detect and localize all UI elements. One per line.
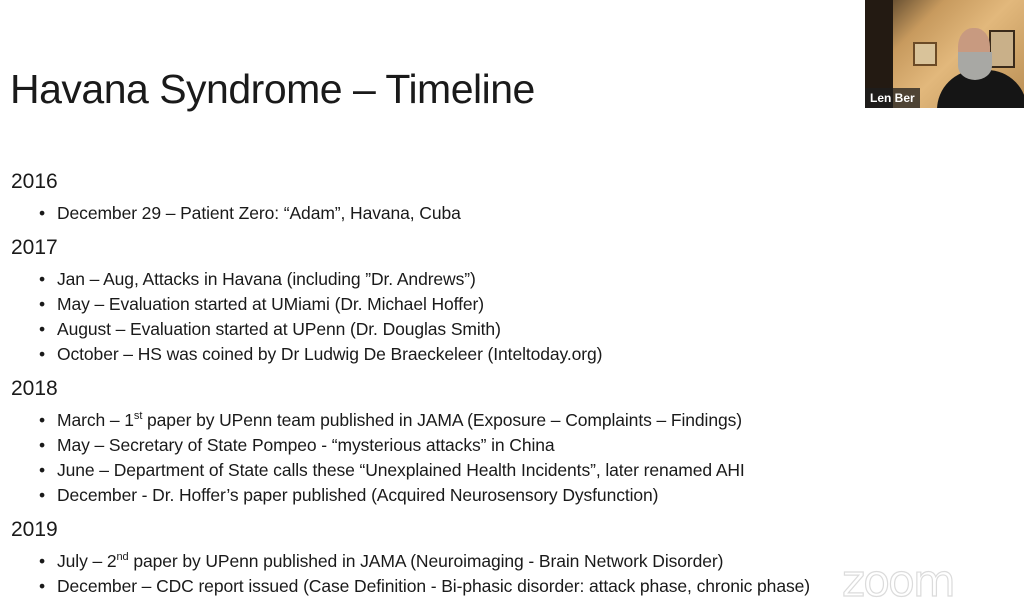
timeline [11, 168, 1011, 599]
participant-beard [958, 52, 992, 80]
item-text: March – 1 [57, 410, 134, 430]
list-item: • December - Dr. Hoffer’s paper published (Acquired Neurosensory Dysfunction) [11, 483, 1011, 516]
year-heading: 2019 [11, 518, 58, 541]
list-item: • December 29 – Patient Zero: “Adam”, Havana, Cuba [11, 201, 1011, 234]
year-heading: 2016 [11, 170, 58, 193]
item-text: paper by UPenn team published in JAMA (Exposure – Complaints – Findings) [142, 410, 742, 430]
list-item: • May – Secretary of State Pompeo - “mysterious attacks” in China [11, 433, 1011, 458]
year-heading: 2018 [11, 377, 58, 400]
list-item: • May – Evaluation started at UMiami (Dr. Michael Hoffer) [11, 292, 1011, 317]
participant-video-tile[interactable] [865, 0, 1024, 108]
slide-title: Havana Syndrome – Timeline [10, 66, 535, 112]
item-text: paper by UPenn published in JAMA (Neuroimaging - Brain Network Disorder) [128, 551, 724, 571]
superscript: st [133, 410, 143, 423]
participant-name-label: Len Ber [865, 88, 920, 108]
wall-picture [989, 30, 1015, 68]
year-heading: 2017 [11, 236, 58, 259]
list-item [11, 408, 1011, 433]
list-item: • December – CDC report issued (Case Definition - Bi-phasic disorder: attack phase, chronic phase) [11, 574, 1011, 599]
list-item: • Jan – Aug, Attacks in Havana (including ”Dr. Andrews”) [11, 267, 1011, 292]
superscript: nd [116, 551, 129, 564]
item-text: July – 2 [57, 551, 117, 571]
list-item: • June – Department of State calls these “Unexplained Health Incidents”, later renamed AHI [11, 458, 1011, 483]
list-item: • August – Evaluation started at UPenn (Dr. Douglas Smith) [11, 317, 1011, 342]
list-item: • October – HS was coined by Dr Ludwig De Braeckeleer (Inteltoday.org) [11, 342, 1011, 375]
wall-picture [913, 42, 937, 66]
zoom-watermark: zoom [842, 556, 954, 607]
